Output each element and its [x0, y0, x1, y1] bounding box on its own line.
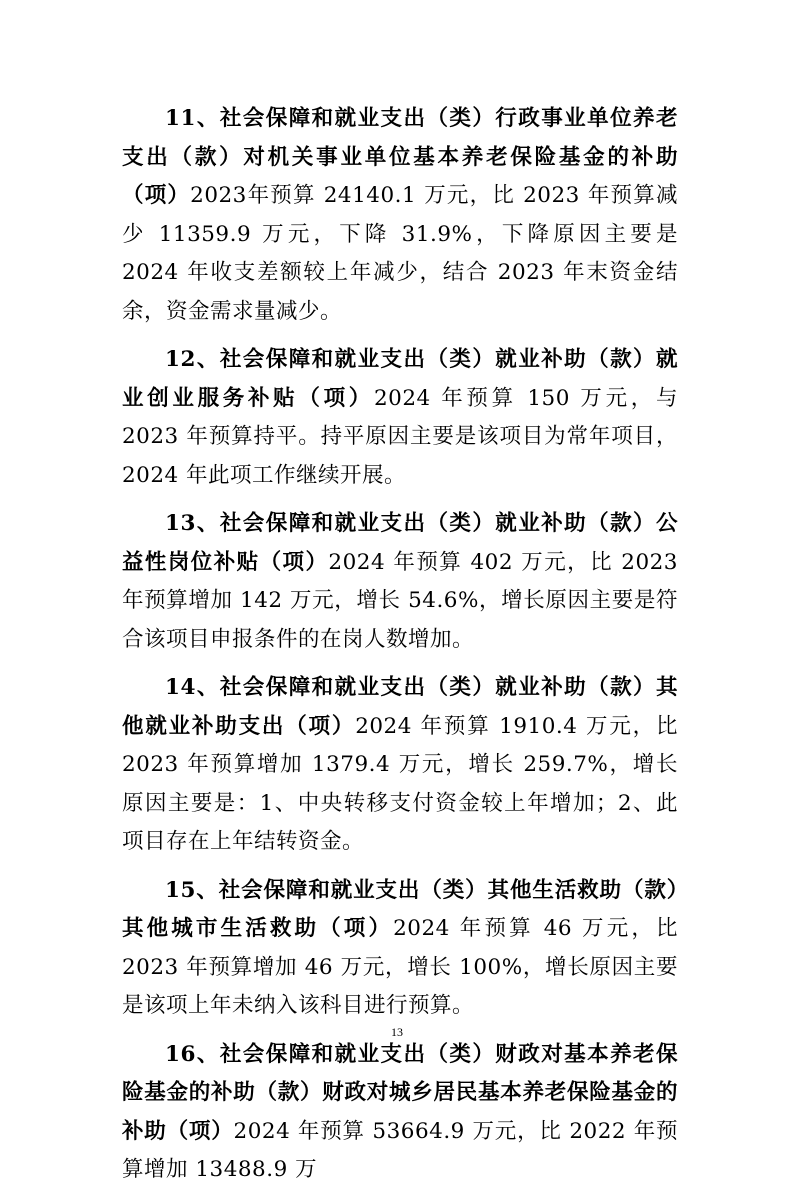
paragraph-text: 2023年预算 24140.1 万元，比 2023 年预算减少 11359.9 万元，下降 31.9%，下降原因主要是 2024 年收支差额较上年减少，结合 2023 年末资金结余，资金需求量减少。	[122, 183, 678, 324]
paragraph-text: 2024 年预算 150 万元，与 2023 年预算持平。持平原因主要是该项目为常年项目，2024 年此项工作继续开展。	[122, 385, 678, 488]
paragraph-heading: 16、社会保障和就业支出（类）财政对基本养老保险基金的补助（款）财政对城乡居民基本养老保险基金的补助（项）	[122, 1041, 678, 1144]
paragraph-heading: 11、社会保障和就业支出（类）行政事业单位养老支出（款）对机关事业单位基本养老保险基金的补助（项）	[122, 106, 678, 208]
paragraph-heading: 13、社会保障和就业支出（类）就业补助（款）公益性岗位补贴（项）	[122, 511, 678, 575]
paragraph-item-14	[122, 669, 678, 862]
paragraph-item-12	[122, 341, 678, 495]
paragraph-heading: 15、社会保障和就业支出（类）其他生活救助（款）其他城市生活救助（项）	[122, 877, 678, 941]
paragraph-heading: 12、社会保障和就业支出（类）就业补助（款）就业创业服务补贴（项）	[122, 347, 678, 411]
paragraph-item-11	[122, 100, 678, 331]
paragraph-item-16	[122, 1036, 678, 1190]
paragraph-heading: 14、社会保障和就业支出（类）就业补助（款）其他就业补助支出（项）	[122, 675, 678, 739]
paragraph-text: 2024 年预算 53664.9 万元，比 2022 年预算增加 13488.9 万	[122, 1118, 678, 1182]
page-number: 13	[391, 1025, 403, 1039]
paragraph-text: 2024 年预算 1910.4 万元，比 2023 年预算增加 1379.4 万元，增长 259.7%，增长原因主要是：1、中央转移支付资金较上年增加；2、此项目存在上年结转资金。	[122, 713, 678, 854]
paragraph-item-13	[122, 505, 678, 659]
paragraph-text: 2024 年预算 46 万元，比 2023 年预算增加 46 万元，增长 100%，增长原因主要是该项上年未纳入该科目进行预算。	[122, 916, 678, 1018]
paragraph-item-15	[122, 872, 678, 1026]
paragraph-text: 2024 年预算 402 万元，比 2023 年预算增加 142 万元，增长 54.6%，增长原因主要是符合该项目申报条件的在岗人数增加。	[122, 549, 678, 652]
